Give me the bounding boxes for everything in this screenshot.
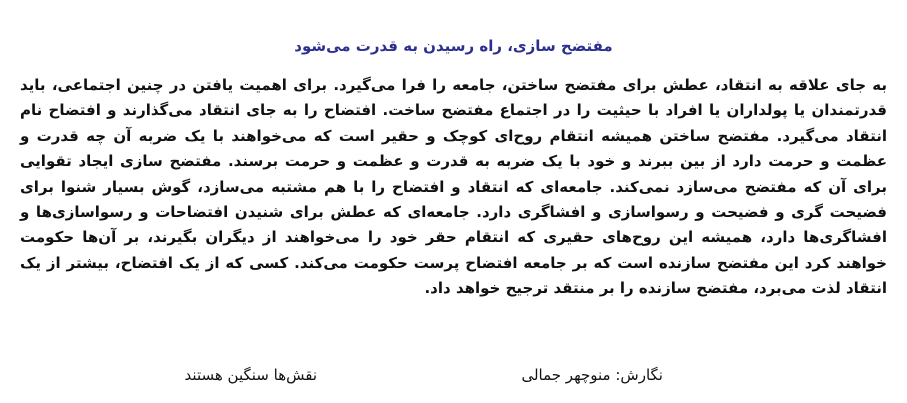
article-footer bbox=[0, 364, 907, 388]
author-credit: نگارش: منوچهر جمالی bbox=[521, 366, 663, 384]
article-body: به جای علاقه به انتقاد، عطش برای مفتضح ساختن، جامعه را فرا می‌گیرد. برای اهمیت یافتن در چنین اجتماعی، باید قدرتمندان یا پولداران یا افراد با حیثیت را در اجتماع مفتضح ساخت. افتضاح را به جای انتقاد می‌گذارند و افتضاح نام انتقاد می‌گیرد. مفتضح ساختن همیشه انتقام روح‌ای کوچک و حقیر است که می‌خواهند با یک ضربه آن چه قدرت و عظمت و حرمت دارد از بین ببرند و خود با یک ضربه به قدرت و عظمت و حرمت برسند. مفتضح سازی ایجاد تقوایی برای آن که مفتضح می‌سازد نمی‌کند. جامعه‌ای که انتقاد و افتضاح را با هم مشتبه می‌سازد، گوش بسیار شنوا برای فضیحت گری و فضیحت و رسواسازی و افشاگری دارد. جامعه‌ای که عطش برای شنیدن افتضاحات و رسواسازی‌ها و افشاگری‌ها دارد، همیشه این روح‌های حقیری که انتقام حقر خود را می‌خواهند از دیگران بگیرند، بر آن‌ها حکومت خواهند کرد این مفتضح سازنده است که بر جامعه افتضاح پرست حکومت می‌کند. کسی که از یک افتضاح، بیشتر از یک انتقاد لذت می‌برد، مفتضح سازنده را بر منتقد ترجیح خواهد داد. bbox=[20, 76, 887, 298]
source-title: نقش‌ها سنگین هستند bbox=[184, 366, 317, 384]
article-title: مفتضح سازی، راه رسیدن به قدرت می‌شود bbox=[294, 37, 613, 55]
